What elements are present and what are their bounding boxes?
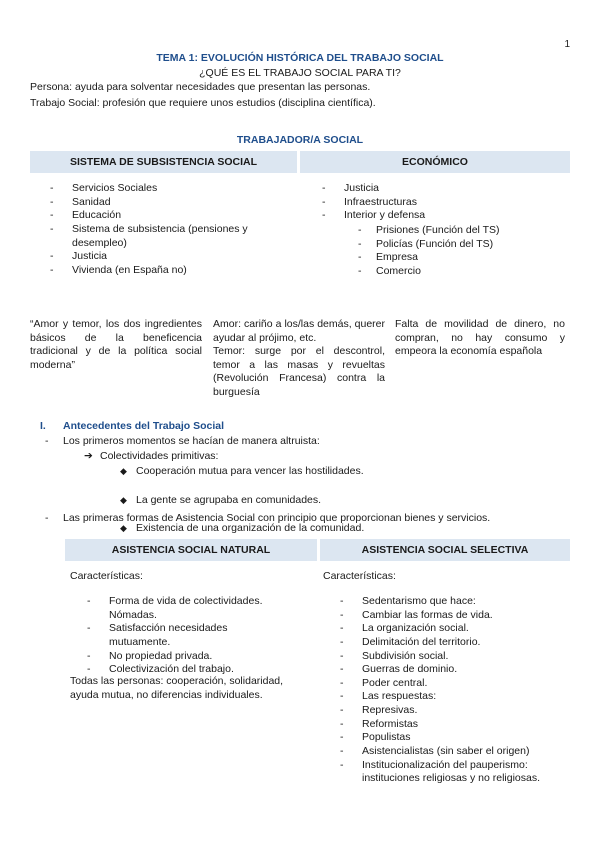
list-item: - Comercio [358, 265, 558, 279]
table1-header-subsistencia: SISTEMA DE SUBSISTENCIA SOCIAL [30, 151, 297, 173]
antecedentes-item-1: Los primeros momentos se hacían de manera altruista: [63, 435, 320, 447]
list-item: - Satisfacción necesidades mutuamente. [87, 622, 287, 649]
list-item: - Asistencialistas (sin saber el origen) [340, 745, 565, 759]
table2-header-natural: ASISTENCIA SOCIAL NATURAL [65, 539, 317, 561]
diamond-item: ◆ Existencia de una organización de la comunidad. [120, 522, 600, 536]
list-item: - Infraestructuras [322, 196, 562, 210]
list-item: - No propiedad privada. [87, 650, 287, 664]
colectividades-label: Colectividades primitivas: [100, 450, 219, 462]
list-item: - Subdivisión social. [340, 650, 565, 664]
arrow-icon: ➔ [84, 450, 93, 462]
list-item: - Educación [50, 209, 280, 223]
selective-characteristics-list [340, 595, 565, 786]
section-numeral: I. [40, 420, 46, 432]
temor-definition: Temor: surge por el descontrol, temor a las masas y revueltas (Revolución Francesa) contra la burguesía [213, 345, 385, 398]
list-item: - Represivas. [340, 704, 565, 718]
list-item: - Reformistas [340, 718, 565, 732]
amor-definition: Amor: cariño a los/las demás, querer ayudar al prójimo, etc. [213, 318, 385, 344]
list-item: - Guerras de dominio. [340, 663, 565, 677]
list-item: - Cambiar las formas de vida. [340, 609, 565, 623]
list-item: - Populistas [340, 731, 565, 745]
list-item: - Delimitación del territorio. [340, 636, 565, 650]
natural-characteristics-label: Características: [70, 570, 143, 582]
list-item: - Sedentarismo que hace: [340, 595, 565, 609]
list-item: - Justicia [50, 250, 280, 264]
page-number: 1 [564, 39, 570, 50]
dash-mark: - [45, 435, 49, 447]
list-item: - Sistema de subsistencia (pensiones y desempleo) [50, 223, 280, 250]
document-question: ¿QUÉ ES EL TRABAJO SOCIAL PARA TI? [199, 67, 401, 79]
list-item: - Policías (Función del TS) [358, 238, 558, 252]
natural-note: Todas las personas: cooperación, solidaridad, ayuda mutua, no diferencias individuales. [70, 675, 284, 701]
list-item: - Interior y defensa [322, 209, 562, 223]
table1-right-sublist [358, 224, 558, 279]
dash-mark: - [45, 512, 49, 524]
economic-effect-text: Falta de movilidad de dinero, no compran, no hay consumo y empeora la economía española [395, 318, 565, 358]
list-item: - Prisiones (Función del TS) [358, 224, 558, 238]
table2-header-selectiva: ASISTENCIA SOCIAL SELECTIVA [320, 539, 570, 561]
list-item: - Institucionalización del pauperismo: instituciones religiosas y no religiosas. [340, 759, 565, 786]
list-item: - Forma de vida de colectividades. Nómadas. [87, 595, 287, 622]
natural-characteristics-list [87, 595, 287, 677]
quote-amor-temor: “Amor y temor, los dos ingredientes básicos de la beneficencia tradicional y de la política social moderna” [30, 318, 202, 371]
selective-characteristics-label: Características: [323, 570, 396, 582]
table1-header-economico: ECONÓMICO [300, 151, 570, 173]
intro-line-trabajo-social: Trabajo Social: profesión que requiere unos estudios (disciplina científica). [30, 97, 376, 109]
diamond-item: ◆ La gente se agrupaba en comunidades. [120, 494, 600, 508]
table1-left-list [50, 182, 280, 277]
section-title: TRABAJADOR/A SOCIAL [236, 134, 364, 146]
list-item: - Sanidad [50, 196, 280, 210]
list-item: - Vivienda (en España no) [50, 264, 280, 278]
table1-right-list [322, 182, 562, 223]
list-item: - Las respuestas: [340, 690, 565, 704]
diamond-item: ◆ Cooperación mutua para vencer las hostilidades. [120, 465, 600, 479]
list-item: - Colectivización del trabajo. [87, 663, 287, 677]
document-title: TEMA 1: EVOLUCIÓN HISTÓRICA DEL TRABAJO SOCIAL [156, 52, 444, 64]
list-item: - Justicia [322, 182, 562, 196]
list-item: - Empresa [358, 251, 558, 265]
intro-line-persona: Persona: ayuda para solventar necesidades que presentan las personas. [30, 81, 371, 93]
section-heading: Antecedentes del Trabajo Social [63, 420, 225, 432]
list-item: - Poder central. [340, 677, 565, 691]
list-item: - Servicios Sociales [50, 182, 280, 196]
list-item: - La organización social. [340, 622, 565, 636]
antecedentes-item-2: Las primeras formas de Asistencia Social con principio que proporcionan bienes y servicios. [63, 512, 491, 524]
